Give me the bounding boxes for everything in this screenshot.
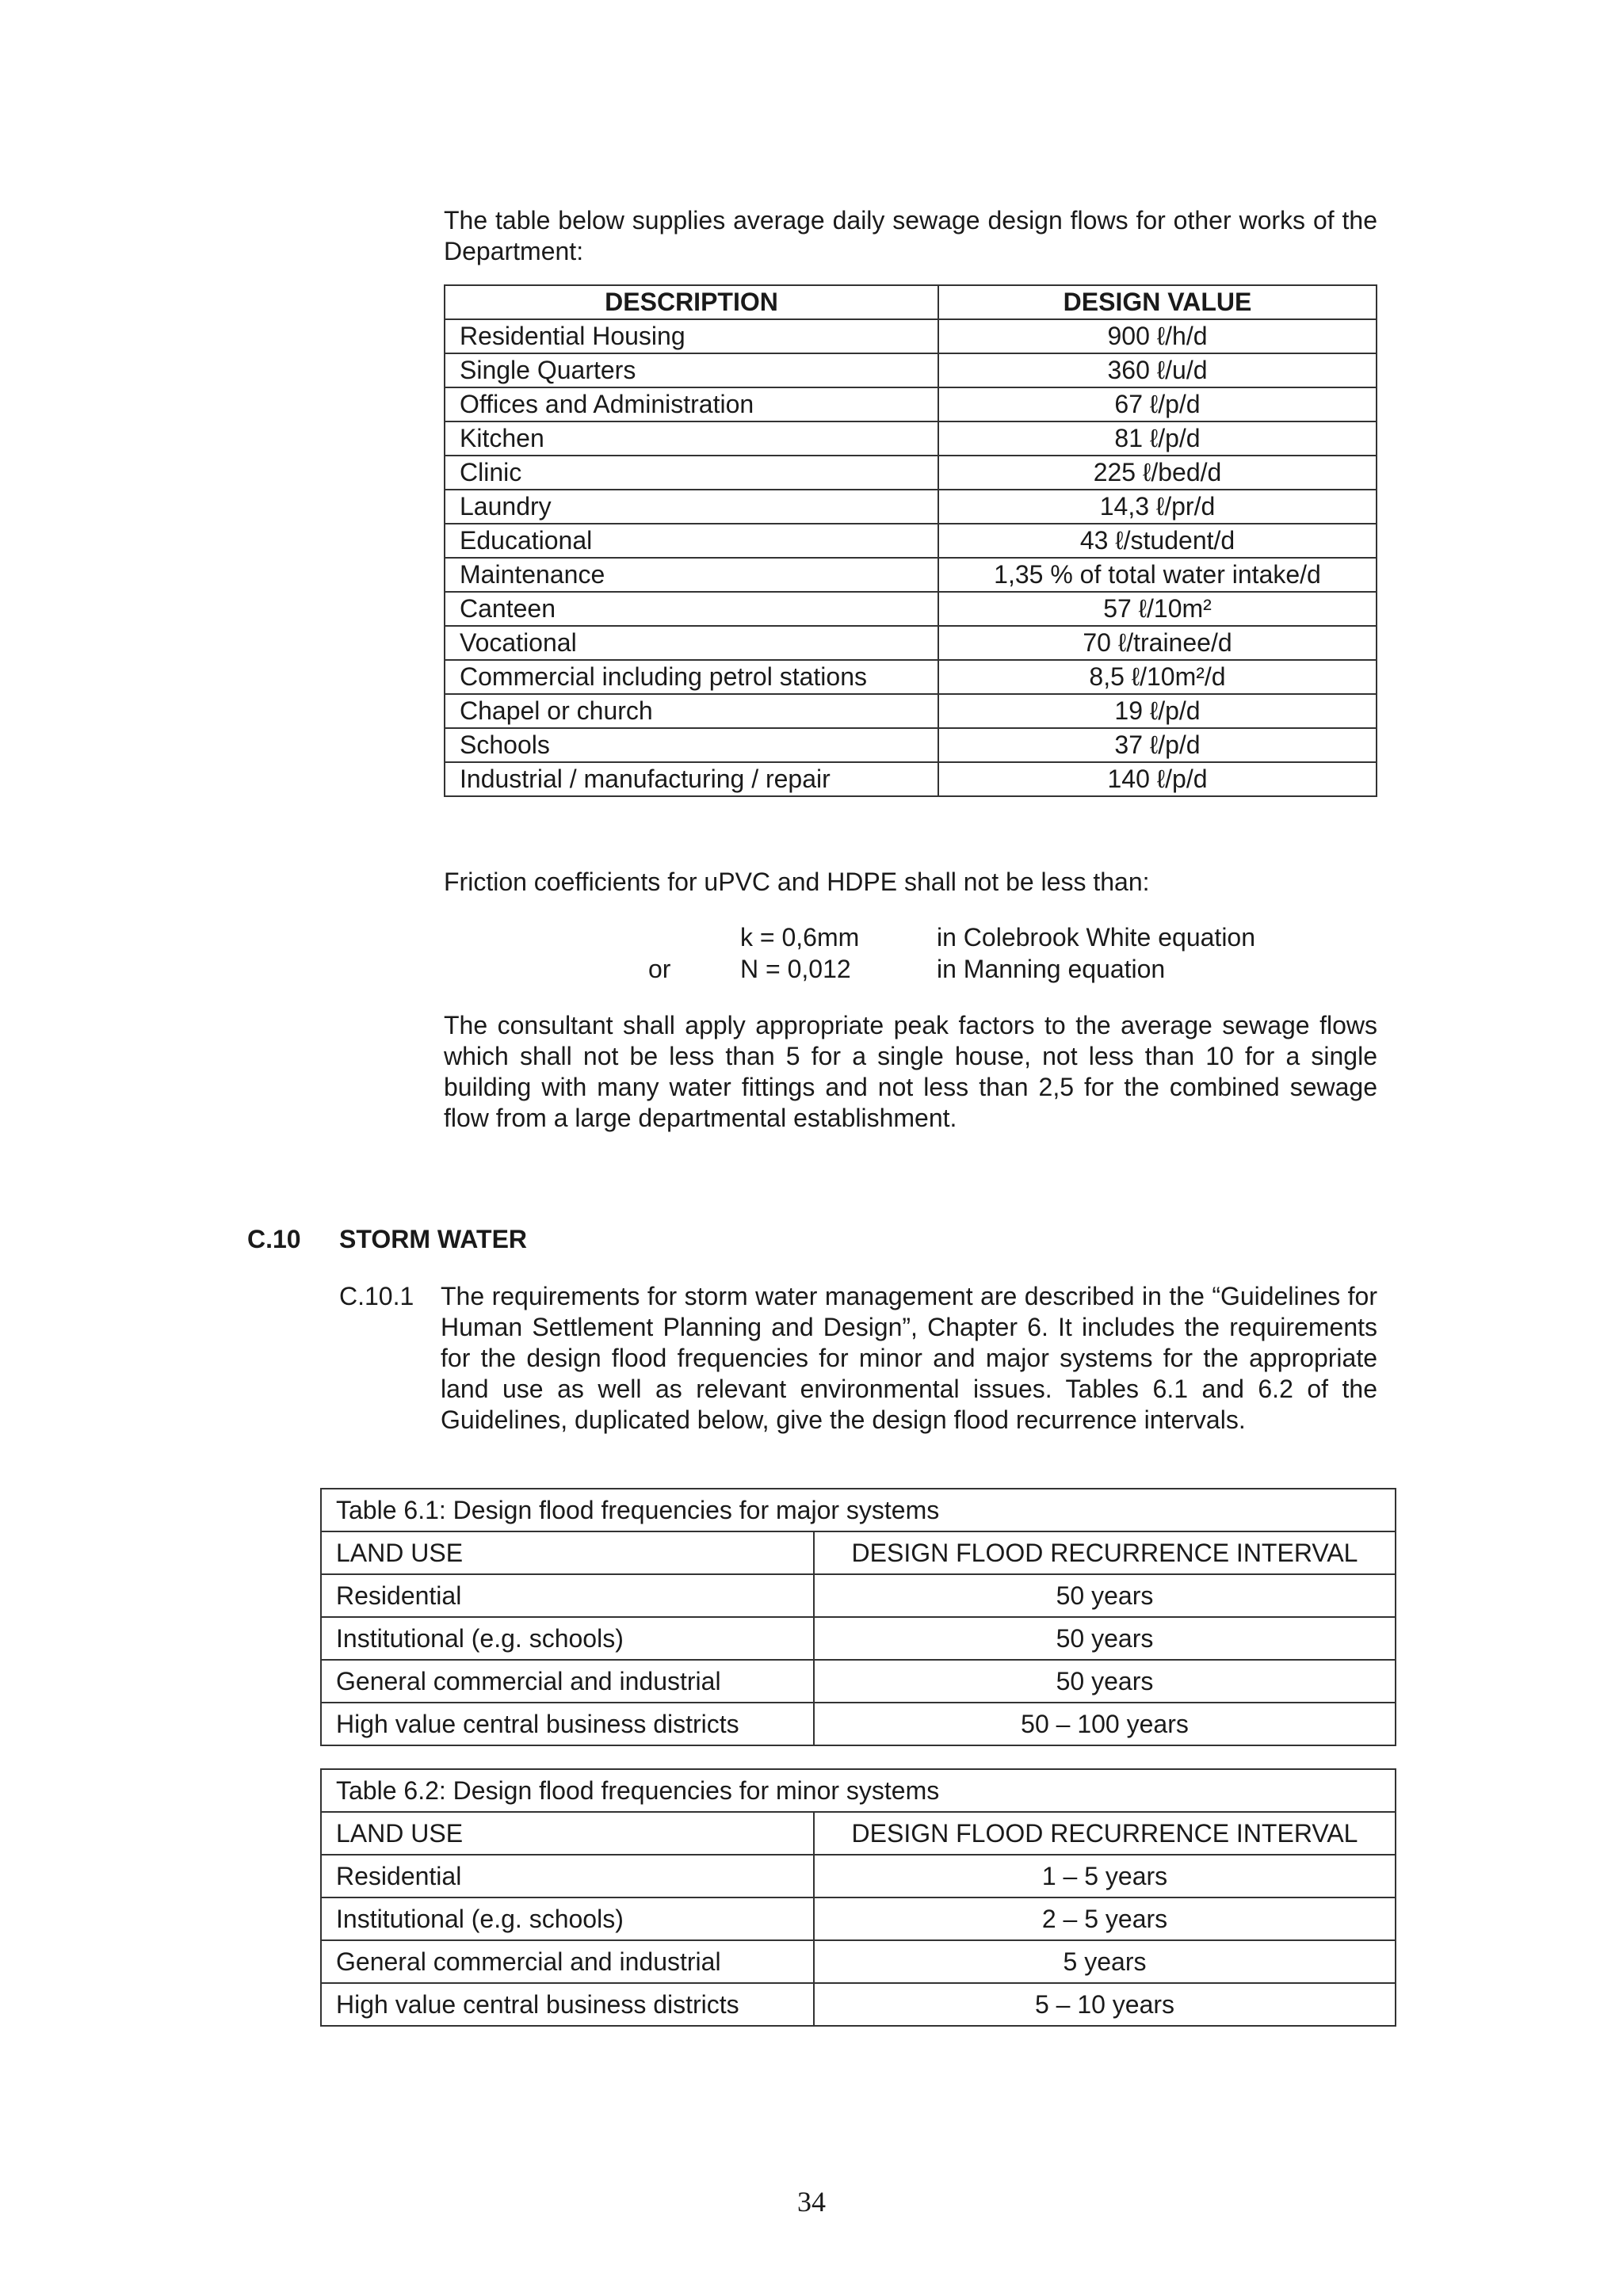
friction-line-manning: [0, 953, 1623, 985]
table-6-1-major-systems: [320, 1488, 1396, 1746]
page-number: 34: [797, 2186, 826, 2218]
table-row: [321, 1983, 1396, 2026]
friction-line-colebrook: [0, 921, 1623, 953]
column-header-recurrence-interval: DESIGN FLOOD RECURRENCE INTERVAL: [814, 1531, 1396, 1574]
row-label: Residential: [321, 1855, 814, 1897]
column-header-land-use: LAND USE: [321, 1812, 814, 1855]
friction-coefficients: [0, 921, 1623, 985]
row-label: Single Quarters: [445, 353, 938, 387]
row-label: General commercial and industrial: [321, 1660, 814, 1703]
row-value: 43 ℓ/student/d: [938, 524, 1377, 558]
section-title: STORM WATER: [339, 1225, 528, 1253]
table-row: [445, 660, 1377, 694]
row-label: Schools: [445, 728, 938, 762]
row-label: General commercial and industrial: [321, 1940, 814, 1983]
table-row: [445, 558, 1377, 592]
row-label: Laundry: [445, 490, 938, 524]
table-row: [445, 490, 1377, 524]
row-value: 900 ℓ/h/d: [938, 319, 1377, 353]
row-value: 81 ℓ/p/d: [938, 421, 1377, 456]
friction-formula-k: k = 0,6mm: [740, 923, 860, 952]
row-value: 140 ℓ/p/d: [938, 762, 1377, 796]
row-value: 50 years: [814, 1660, 1396, 1703]
row-value: 1 – 5 years: [814, 1855, 1396, 1897]
table-row: [445, 694, 1377, 728]
row-value: 19 ℓ/p/d: [938, 694, 1377, 728]
clause-paragraph: The requirements for storm water management are described in the “Guidelines for Human Settlement Planning and Design”, Chapter 6. It includes the requirements for the design flood frequencies for minor and major systems for the appropriate land use as well as relevant environmental issues. Tables 6.1 and 6.2 of the Guidelines, duplicated below, give the design flood recurrence intervals.: [441, 1282, 1377, 1434]
row-label: Residential Housing: [445, 319, 938, 353]
row-label: High value central business districts: [321, 1703, 814, 1745]
row-label: High value central business districts: [321, 1983, 814, 2026]
column-header-description: DESCRIPTION: [445, 285, 938, 319]
column-header-land-use: LAND USE: [321, 1531, 814, 1574]
row-value: 5 years: [814, 1940, 1396, 1983]
table-row: [321, 1897, 1396, 1940]
row-label: Clinic: [445, 456, 938, 490]
row-value: 50 years: [814, 1617, 1396, 1660]
row-label: Commercial including petrol stations: [445, 660, 938, 694]
clause-number: C.10.1: [339, 1282, 414, 1310]
table-row: [445, 456, 1377, 490]
table-row: [321, 1855, 1396, 1897]
intro-paragraph: The table below supplies average daily sewage design flows for other works of the Department:: [444, 206, 1377, 265]
table-header-row: [321, 1531, 1396, 1574]
row-value: 1,35 % of total water intake/d: [938, 558, 1377, 592]
row-label: Educational: [445, 524, 938, 558]
row-value: 37 ℓ/p/d: [938, 728, 1377, 762]
table-row: [445, 626, 1377, 660]
table-header-row: [321, 1812, 1396, 1855]
table-row: [321, 1703, 1396, 1745]
row-label: Vocational: [445, 626, 938, 660]
table-row: [445, 762, 1377, 796]
row-value: 70 ℓ/trainee/d: [938, 626, 1377, 660]
table-header-row: [445, 285, 1377, 319]
table-row: [321, 1940, 1396, 1983]
row-value: 50 years: [814, 1574, 1396, 1617]
column-header-recurrence-interval: DESIGN FLOOD RECURRENCE INTERVAL: [814, 1812, 1396, 1855]
table-row: [321, 1660, 1396, 1703]
row-label: Residential: [321, 1574, 814, 1617]
peak-factor-paragraph: The consultant shall apply appropriate peak factors to the average sewage flows which shall not be less than 5 for a single house, not less than 10 for a single building with many water fittings and not less than 2,5 for the combined sewage flow from a large departmental establishment.: [444, 1011, 1377, 1132]
table-6-2-minor-systems: [320, 1768, 1396, 2027]
friction-formula-n: N = 0,012: [740, 955, 851, 983]
table-row: [445, 592, 1377, 626]
row-value: 2 – 5 years: [814, 1897, 1396, 1940]
row-value: 225 ℓ/bed/d: [938, 456, 1377, 490]
table-caption: Table 6.2: Design flood frequencies for minor systems: [321, 1769, 1396, 1812]
table-row: [445, 421, 1377, 456]
row-label: Institutional (e.g. schools): [321, 1617, 814, 1660]
row-label: Canteen: [445, 592, 938, 626]
table-caption-row: [321, 1489, 1396, 1531]
row-label: Institutional (e.g. schools): [321, 1897, 814, 1940]
row-value: 8,5 ℓ/10m²/d: [938, 660, 1377, 694]
table-row: [445, 728, 1377, 762]
friction-prefix-or: or: [648, 955, 671, 983]
row-value: 67 ℓ/p/d: [938, 387, 1377, 421]
table-row: [321, 1574, 1396, 1617]
table-row: [445, 524, 1377, 558]
friction-equation-colebrook: in Colebrook White equation: [937, 923, 1256, 952]
row-value: 5 – 10 years: [814, 1983, 1396, 2026]
row-label: Industrial / manufacturing / repair: [445, 762, 938, 796]
section-number: C.10: [247, 1225, 301, 1253]
table-row: [445, 353, 1377, 387]
row-label: Offices and Administration: [445, 387, 938, 421]
row-value: 14,3 ℓ/pr/d: [938, 490, 1377, 524]
row-label: Chapel or church: [445, 694, 938, 728]
row-label: Kitchen: [445, 421, 938, 456]
row-value: 50 – 100 years: [814, 1703, 1396, 1745]
table-row: [321, 1617, 1396, 1660]
row-value: 57 ℓ/10m²: [938, 592, 1377, 626]
column-header-design-value: DESIGN VALUE: [938, 285, 1377, 319]
row-value: 360 ℓ/u/d: [938, 353, 1377, 387]
table-row: [445, 387, 1377, 421]
friction-intro: Friction coefficients for uPVC and HDPE shall not be less than:: [444, 868, 1150, 896]
table-caption: Table 6.1: Design flood frequencies for major systems: [321, 1489, 1396, 1531]
table-row: [445, 319, 1377, 353]
table-caption-row: [321, 1769, 1396, 1812]
row-label: Maintenance: [445, 558, 938, 592]
sewage-design-flow-table: [444, 284, 1377, 797]
friction-equation-manning: in Manning equation: [937, 955, 1166, 983]
